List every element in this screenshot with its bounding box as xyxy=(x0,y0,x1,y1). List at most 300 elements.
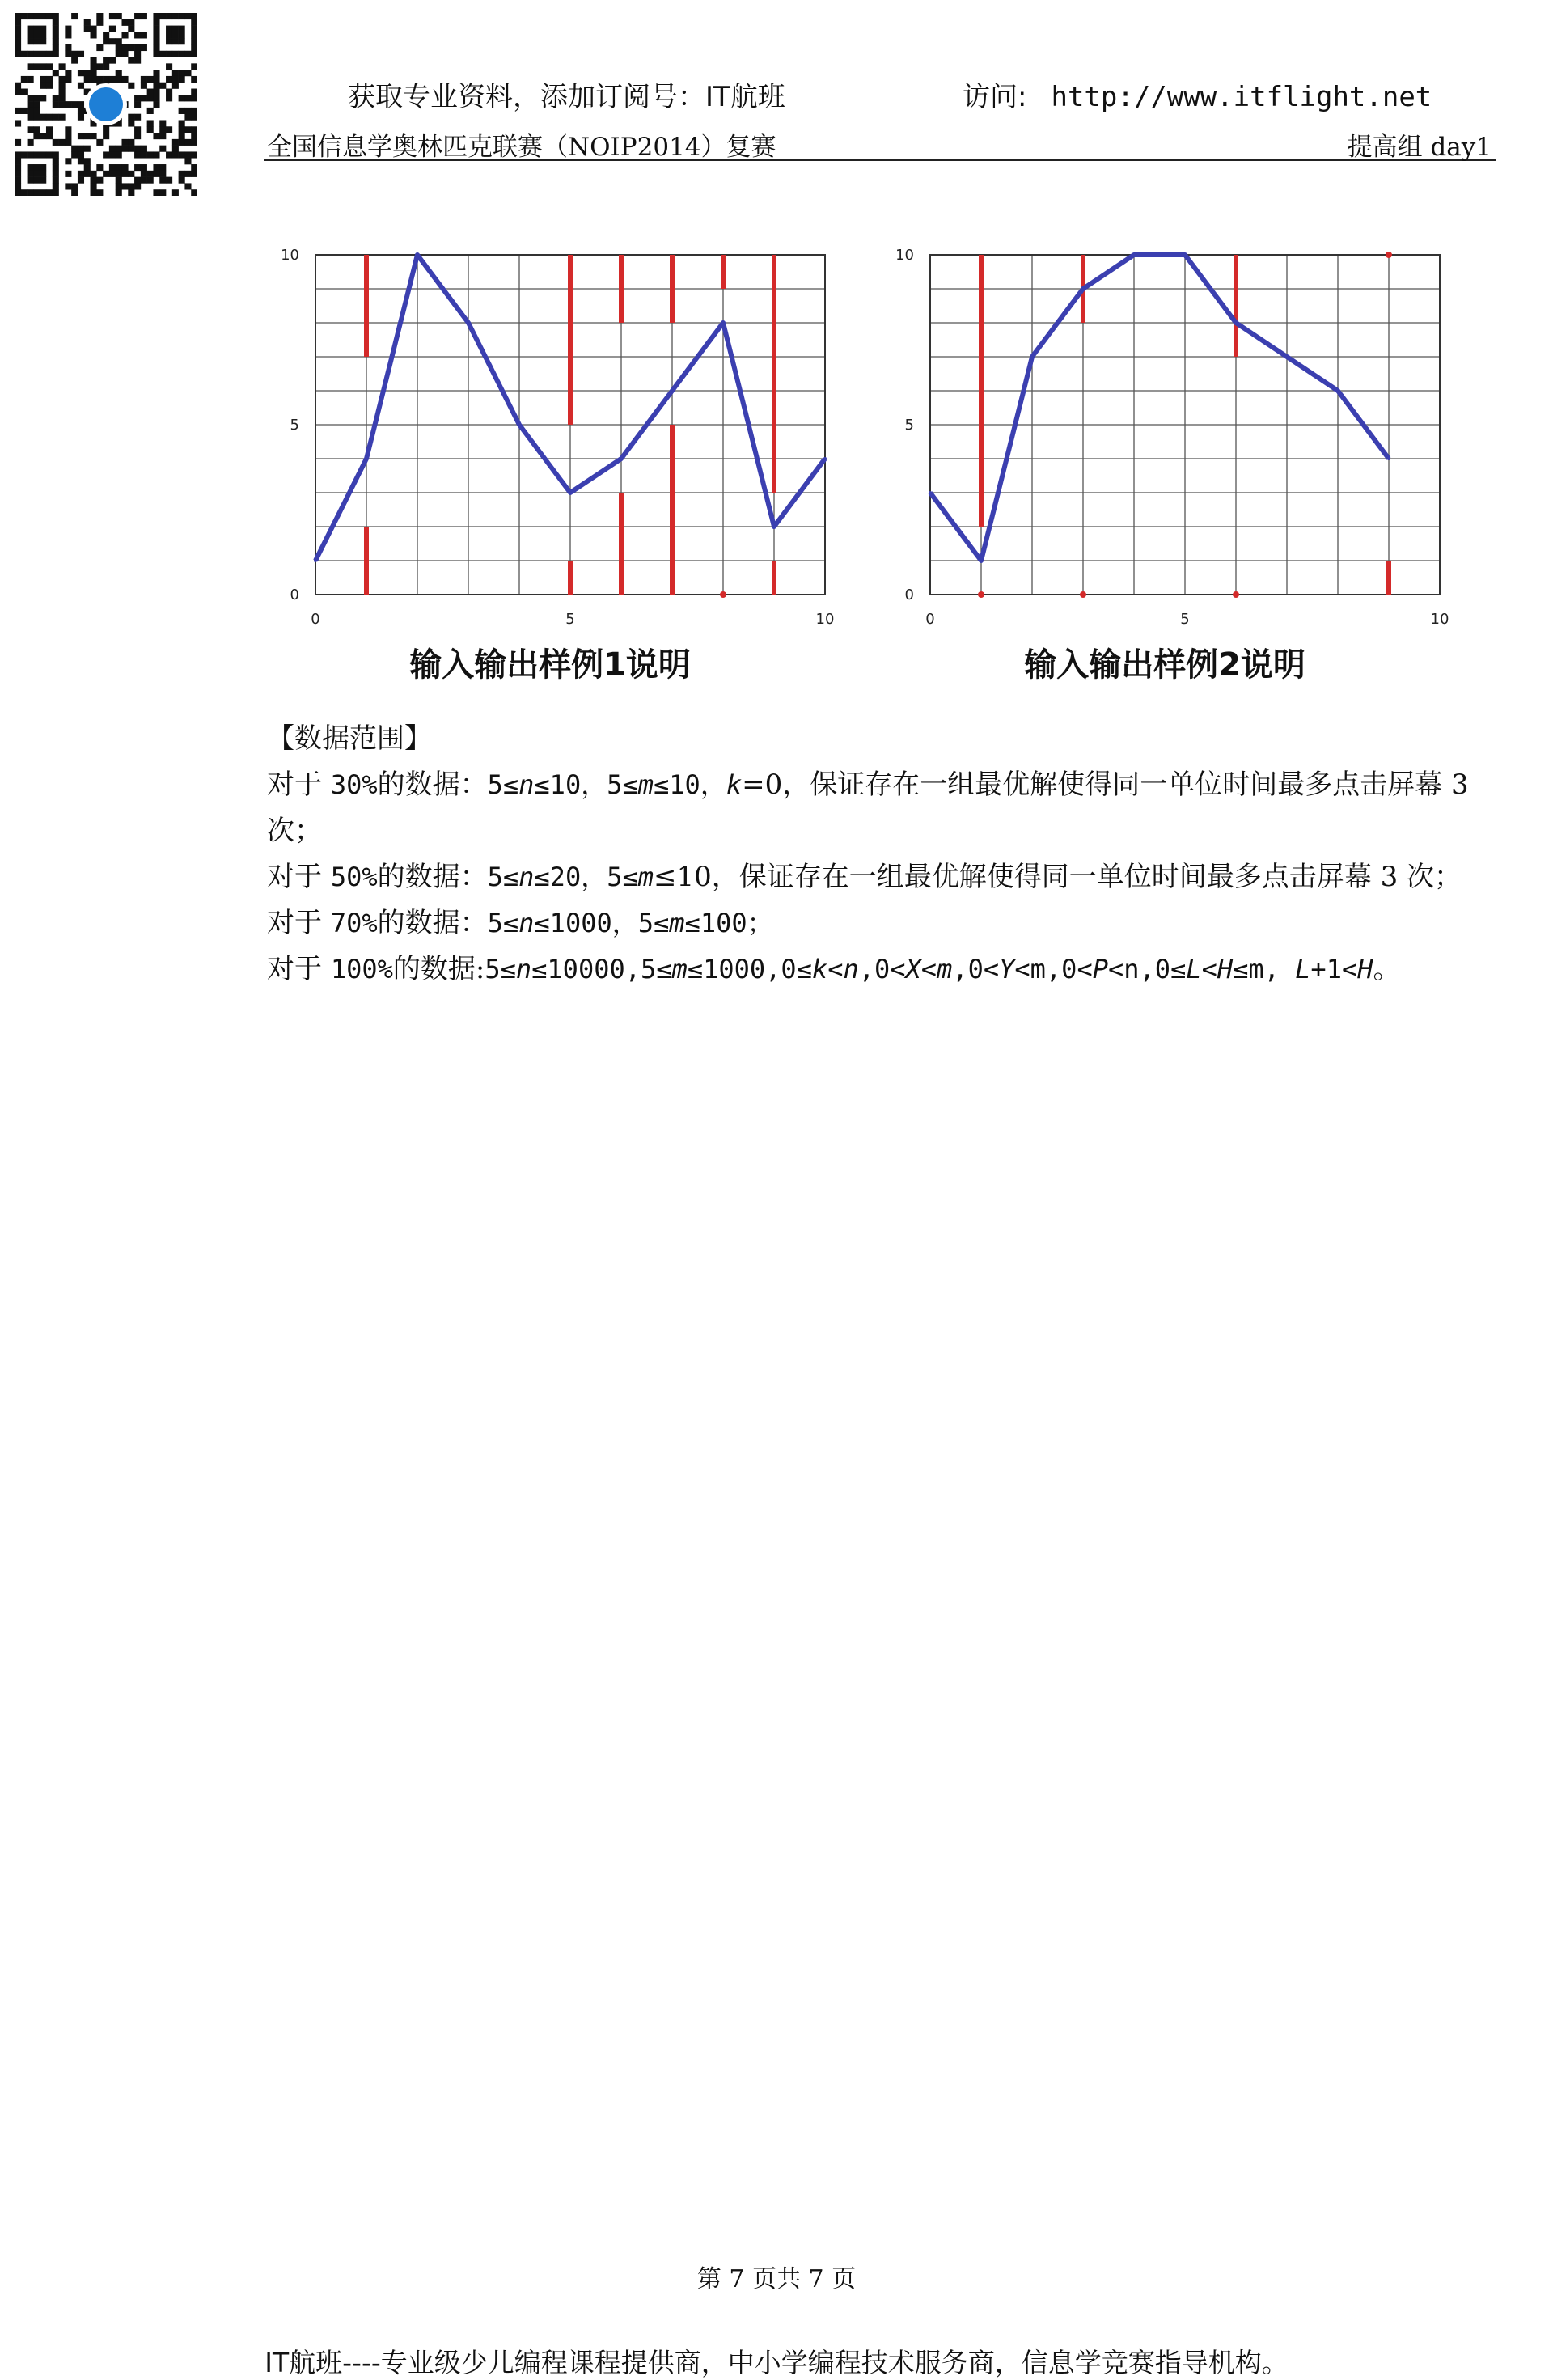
qr-module xyxy=(191,139,197,146)
qr-module xyxy=(109,26,116,32)
qr-module xyxy=(172,32,179,38)
text-segment: ,0< xyxy=(952,954,1000,985)
qr-module xyxy=(71,101,78,108)
qr-module xyxy=(53,32,59,38)
qr-module xyxy=(159,177,166,184)
qr-module xyxy=(59,63,66,70)
text-segment: ≤1000，5≤ xyxy=(534,908,670,938)
qr-module xyxy=(172,13,179,19)
qr-module xyxy=(71,189,78,196)
qr-module xyxy=(21,108,28,114)
qr-module xyxy=(21,51,28,57)
text-segment: m xyxy=(669,908,685,938)
qr-module xyxy=(53,139,59,146)
text-segment: L xyxy=(1295,954,1311,985)
qr-module xyxy=(191,32,197,38)
qr-module xyxy=(179,70,185,76)
chart-sample-1-plot xyxy=(259,239,841,627)
flight-path-point xyxy=(721,321,725,324)
y-tick-label: 5 xyxy=(904,417,914,434)
qr-module xyxy=(28,101,34,108)
qr-module xyxy=(128,26,134,32)
text-segment: n xyxy=(515,954,532,985)
qr-module xyxy=(78,108,84,114)
qr-module xyxy=(28,177,34,184)
qr-module xyxy=(40,32,46,38)
qr-module xyxy=(78,171,84,177)
qr-module xyxy=(166,76,172,83)
qr-module xyxy=(159,13,166,19)
text-segment: 50% xyxy=(330,862,378,892)
data-range-heading: 【数据范围】 xyxy=(267,722,432,755)
qr-module xyxy=(128,189,134,196)
qr-module xyxy=(96,76,103,83)
qr-module xyxy=(172,146,179,152)
qr-module xyxy=(40,26,46,32)
text-segment: 的数据： xyxy=(377,907,488,939)
qr-module xyxy=(28,32,34,38)
qr-module xyxy=(21,189,28,196)
qr-module xyxy=(134,95,141,101)
text-segment: ≤1000,0≤ xyxy=(687,954,812,985)
qr-module xyxy=(109,57,116,64)
qr-module xyxy=(15,108,21,114)
qr-module xyxy=(116,44,122,51)
qr-module xyxy=(103,63,109,70)
qr-module xyxy=(53,38,59,44)
qr-module xyxy=(33,13,40,19)
qr-module xyxy=(91,189,97,196)
qr-module xyxy=(78,146,84,152)
flight-path-line xyxy=(930,255,1389,561)
flight-path-point xyxy=(772,525,776,528)
qr-module xyxy=(33,101,40,108)
qr-module xyxy=(28,26,34,32)
qr-module xyxy=(179,26,185,32)
qr-module xyxy=(159,83,166,89)
qr-module xyxy=(134,151,141,158)
qr-module xyxy=(46,63,53,70)
qr-module xyxy=(84,19,91,26)
text-segment: 的数据: xyxy=(392,953,485,985)
qr-module xyxy=(172,189,179,196)
qr-module xyxy=(116,189,122,196)
qr-module xyxy=(159,120,166,126)
qr-module xyxy=(53,189,59,196)
qr-module xyxy=(40,189,46,196)
qr-module xyxy=(121,44,128,51)
flight-path-point xyxy=(1132,253,1136,256)
qr-module xyxy=(116,70,122,76)
qr-module xyxy=(71,146,78,152)
flight-path-point xyxy=(314,559,317,562)
qr-module xyxy=(191,63,197,70)
qr-module xyxy=(91,70,97,76)
qr-module xyxy=(65,76,71,83)
qr-module xyxy=(21,89,28,95)
qr-module xyxy=(103,151,109,158)
qr-module xyxy=(184,139,191,146)
qr-module xyxy=(191,89,197,95)
qr-module xyxy=(40,83,46,89)
qr-module xyxy=(116,164,122,171)
qr-module xyxy=(33,51,40,57)
qr-module xyxy=(166,89,172,95)
qr-module xyxy=(53,51,59,57)
qr-module xyxy=(141,146,147,152)
text-segment: < xyxy=(827,954,844,985)
text-segment: 5≤ xyxy=(487,908,519,938)
qr-module xyxy=(166,95,172,101)
qr-module xyxy=(159,51,166,57)
qr-module xyxy=(40,114,46,121)
qr-module xyxy=(179,95,185,101)
qr-module xyxy=(59,83,66,89)
qr-module xyxy=(128,171,134,177)
qr-module xyxy=(184,108,191,114)
qr-module xyxy=(184,13,191,19)
qr-module xyxy=(134,57,141,64)
qr-module xyxy=(40,171,46,177)
qr-module xyxy=(78,133,84,139)
qr-module xyxy=(103,133,109,139)
qr-module xyxy=(184,126,191,133)
flight-path-point xyxy=(823,457,827,460)
qr-module xyxy=(147,151,154,158)
qr-module xyxy=(179,171,185,177)
qr-module xyxy=(15,32,21,38)
data-range-line-100 xyxy=(267,946,1496,993)
qr-module xyxy=(147,95,154,101)
qr-module xyxy=(147,108,154,114)
qr-module xyxy=(103,32,109,38)
promo-subscribe-text: 获取专业资料，添加订阅号：IT航班 xyxy=(348,81,785,113)
flight-path-point xyxy=(671,389,674,392)
text-segment: k xyxy=(811,954,828,985)
pipe-lower-dot xyxy=(1233,591,1239,598)
qr-module xyxy=(116,177,122,184)
qr-module xyxy=(40,164,46,171)
qr-module xyxy=(128,83,134,89)
qr-module xyxy=(46,126,53,133)
flight-path-point xyxy=(620,457,623,460)
qr-module xyxy=(28,63,34,70)
qr-module xyxy=(28,164,34,171)
qr-module xyxy=(96,139,103,146)
qr-module xyxy=(91,171,97,177)
qr-module xyxy=(179,51,185,57)
qr-module xyxy=(128,146,134,152)
flight-path-point xyxy=(1285,355,1289,358)
qr-module xyxy=(109,13,116,19)
qr-module xyxy=(141,151,147,158)
qr-module xyxy=(71,51,78,57)
qr-module xyxy=(179,108,185,114)
text-segment: 30% xyxy=(330,769,378,800)
qr-module xyxy=(28,139,34,146)
qr-module xyxy=(40,151,46,158)
pipe-lower-dot xyxy=(720,591,726,598)
qr-module xyxy=(128,57,134,64)
qr-module xyxy=(59,139,66,146)
qr-module xyxy=(103,171,109,177)
pipe-lower-dot xyxy=(1080,591,1086,598)
qr-module xyxy=(91,26,97,32)
qr-module xyxy=(109,171,116,177)
qr-module xyxy=(65,101,71,108)
qr-module xyxy=(184,151,191,158)
qr-module xyxy=(53,13,59,19)
qr-module xyxy=(109,164,116,171)
text-segment: 。 xyxy=(1373,953,1401,985)
chart-sample-2-plot xyxy=(874,239,1456,627)
qr-module xyxy=(46,189,53,196)
text-segment: ≤m, xyxy=(1233,954,1296,985)
text-segment: <n,0≤ xyxy=(1107,954,1187,985)
qr-module xyxy=(78,114,84,121)
qr-module xyxy=(33,151,40,158)
qr-module xyxy=(33,133,40,139)
qr-module xyxy=(153,13,159,19)
qr-module xyxy=(59,89,66,95)
qr-module xyxy=(96,44,103,51)
text-segment: 对于 xyxy=(267,907,331,939)
qr-module xyxy=(191,26,197,32)
data-range-section xyxy=(267,716,1496,993)
qr-module xyxy=(141,44,147,51)
pipe-lower-dot xyxy=(978,591,984,598)
qr-module xyxy=(153,26,159,32)
qr-module xyxy=(33,177,40,184)
qr-module xyxy=(65,32,71,38)
qr-module xyxy=(121,164,128,171)
qr-module xyxy=(159,189,166,196)
text-segment: 5≤ xyxy=(487,862,519,892)
flight-path-point xyxy=(929,491,932,494)
text-segment: < xyxy=(1201,954,1217,985)
qr-module xyxy=(91,57,97,64)
y-tick-label: 5 xyxy=(290,417,299,434)
qr-module xyxy=(91,63,97,70)
qr-module xyxy=(84,133,91,139)
qr-module xyxy=(159,164,166,171)
qr-module xyxy=(141,13,147,19)
qr-module xyxy=(53,70,59,76)
qr-module xyxy=(184,171,191,177)
qr-module xyxy=(53,26,59,32)
qr-module xyxy=(33,171,40,177)
qr-code xyxy=(15,13,197,196)
qr-module xyxy=(96,13,103,19)
qr-module xyxy=(40,177,46,184)
text-segment: 的数据： xyxy=(377,769,488,801)
qr-module xyxy=(46,76,53,83)
text-segment: 对于 xyxy=(267,861,331,893)
qr-module xyxy=(40,95,46,101)
qr-module xyxy=(179,151,185,158)
qr-module xyxy=(121,171,128,177)
qr-module xyxy=(33,108,40,114)
qr-module xyxy=(184,183,191,189)
text-segment: L xyxy=(1186,954,1202,985)
qr-module xyxy=(134,164,141,171)
flight-path-point xyxy=(1081,287,1085,290)
qr-module xyxy=(153,38,159,44)
qr-module xyxy=(141,32,147,38)
qr-module xyxy=(103,76,109,83)
qr-module xyxy=(147,171,154,177)
qr-module xyxy=(46,133,53,139)
qr-module xyxy=(96,63,103,70)
text-segment: ≤100； xyxy=(684,908,773,938)
qr-module xyxy=(121,183,128,189)
qr-module xyxy=(78,83,84,89)
qr-module xyxy=(134,51,141,57)
qr-module xyxy=(166,32,172,38)
qr-module xyxy=(184,70,191,76)
qr-module xyxy=(15,139,21,146)
qr-module xyxy=(15,183,21,189)
qr-module xyxy=(166,51,172,57)
chart-sample-2 xyxy=(874,239,1456,692)
qr-module xyxy=(84,164,91,171)
qr-module xyxy=(78,151,84,158)
qr-module xyxy=(28,108,34,114)
qr-module xyxy=(53,19,59,26)
qr-module xyxy=(46,51,53,57)
y-tick-label: 10 xyxy=(895,247,914,264)
qr-module xyxy=(28,76,34,83)
qr-module xyxy=(191,95,197,101)
qr-module xyxy=(15,38,21,44)
qr-module xyxy=(40,63,46,70)
chart-sample-2-caption: 输入输出样例2说明 xyxy=(1024,646,1305,684)
site-url-link[interactable]: http://www.itflight.net xyxy=(1051,81,1432,113)
qr-module xyxy=(71,151,78,158)
x-tick-label: 5 xyxy=(565,611,575,627)
qr-module xyxy=(121,32,128,38)
qr-module xyxy=(71,183,78,189)
qr-module xyxy=(91,177,97,184)
qr-module xyxy=(191,108,197,114)
qr-module xyxy=(84,171,91,177)
qr-module xyxy=(179,120,185,126)
text-segment: 70% xyxy=(330,908,378,938)
flight-path-point xyxy=(365,457,368,460)
qr-module xyxy=(15,83,21,89)
text-segment: <m,0< xyxy=(1014,954,1093,985)
text-segment: =0，保证存在一组最优解使得同一单位时间最多点击屏幕 3 次； xyxy=(267,769,1469,847)
qr-module xyxy=(53,164,59,171)
qr-module xyxy=(65,51,71,57)
qr-module xyxy=(33,114,40,121)
qr-module xyxy=(166,13,172,19)
qr-module xyxy=(96,19,103,26)
qr-module xyxy=(153,189,159,196)
qr-module xyxy=(15,13,21,19)
qr-module xyxy=(166,126,172,133)
qr-module xyxy=(59,114,66,121)
flight-path-point xyxy=(1336,389,1339,392)
text-segment: < xyxy=(920,954,937,985)
qr-module xyxy=(179,126,185,133)
qr-module xyxy=(141,171,147,177)
qr-module xyxy=(84,146,91,152)
qr-module xyxy=(33,164,40,171)
qr-module xyxy=(33,63,40,70)
text-segment: 对于 xyxy=(267,953,331,985)
qr-module xyxy=(166,177,172,184)
qr-module xyxy=(128,183,134,189)
qr-module xyxy=(116,76,122,83)
qr-module xyxy=(78,177,84,184)
text-segment: k xyxy=(726,769,743,800)
qr-module xyxy=(191,133,197,139)
qr-module xyxy=(65,26,71,32)
qr-module xyxy=(179,177,185,184)
qr-module xyxy=(116,183,122,189)
qr-module xyxy=(134,44,141,51)
flight-path-point xyxy=(1387,457,1390,460)
qr-module xyxy=(53,101,59,108)
data-range-line-30 xyxy=(267,762,1496,854)
qr-module xyxy=(33,32,40,38)
qr-module xyxy=(28,13,34,19)
qr-module xyxy=(179,133,185,139)
y-tick-label: 10 xyxy=(281,247,299,264)
qr-module xyxy=(53,158,59,164)
flight-path-point xyxy=(1234,321,1238,324)
qr-module xyxy=(15,89,21,95)
qr-module xyxy=(134,146,141,152)
qr-module xyxy=(65,158,71,164)
qr-module xyxy=(179,13,185,19)
qr-module xyxy=(141,177,147,184)
qr-module xyxy=(15,44,21,51)
qr-module xyxy=(84,76,91,83)
qr-module xyxy=(191,151,197,158)
qr-module xyxy=(184,95,191,101)
text-segment: X xyxy=(905,954,921,985)
text-segment: ≤10，保证存在一组最优解使得同一单位时间最多点击屏幕 3 次； xyxy=(654,861,1462,893)
flight-path-point xyxy=(1030,355,1034,358)
qr-module xyxy=(153,32,159,38)
qr-module xyxy=(28,114,34,121)
qr-module xyxy=(147,177,154,184)
qr-module xyxy=(71,13,78,19)
text-segment: m xyxy=(671,954,688,985)
qr-module xyxy=(159,126,166,133)
qr-module xyxy=(153,83,159,89)
qr-module xyxy=(191,51,197,57)
promo-header xyxy=(348,74,1432,114)
x-tick-label: 10 xyxy=(815,611,835,627)
qr-module xyxy=(121,51,128,57)
qr-module xyxy=(159,146,166,152)
qr-module xyxy=(153,151,159,158)
text-segment: n xyxy=(843,954,859,985)
qr-module xyxy=(65,183,71,189)
qr-module xyxy=(15,189,21,196)
qr-module xyxy=(15,19,21,26)
qr-module xyxy=(59,95,66,101)
text-segment: ,0< xyxy=(858,954,906,985)
qr-module xyxy=(65,171,71,177)
qr-module xyxy=(128,44,134,51)
flight-path-point xyxy=(467,321,470,324)
qr-module xyxy=(78,158,84,164)
qr-module xyxy=(28,151,34,158)
